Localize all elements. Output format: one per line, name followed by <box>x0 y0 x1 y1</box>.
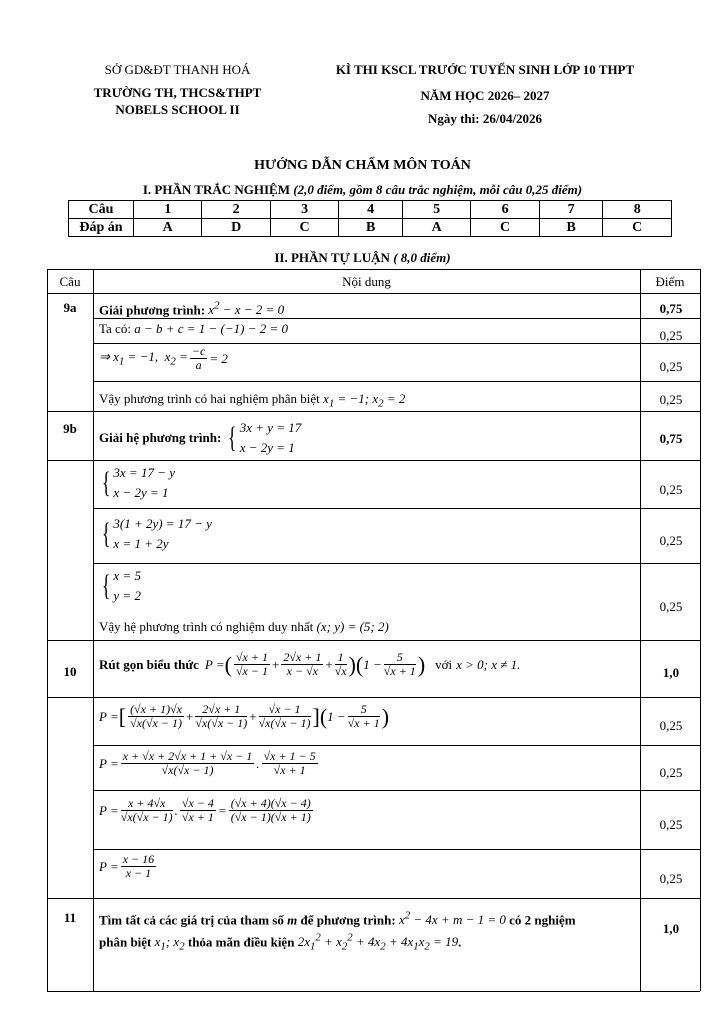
q10-condition-text: với <box>435 656 453 672</box>
q10-step4 <box>99 853 158 880</box>
q10-expr-one: 1 − <box>363 656 382 672</box>
q9b-prompt-text: Giải hệ phương trình: <box>99 430 222 445</box>
table-border <box>93 563 700 564</box>
question-number: 4 <box>339 201 403 219</box>
q9a-step1-text: Ta có: <box>99 321 131 336</box>
fraction: $\frac{1}{√x}$ <box>334 650 347 678</box>
left-brace-icon: { <box>228 421 237 454</box>
q11-param-m: m <box>287 912 298 928</box>
q9b-step3-system: x = 5 y = 2 <box>113 568 141 603</box>
q11-condition: $2x_1^2 + x_2^2 + 4x_2 + 4x_1x_2 = 19$ <box>297 932 459 953</box>
question-number: 1 <box>134 201 202 219</box>
q10-step3-p: P = <box>99 802 119 818</box>
q9a-step1-score: 0,25 <box>659 328 683 343</box>
question-label-9a: 9a <box>63 300 77 315</box>
q11-equation: $x^2 - 4x + m - 1 = 0$ <box>398 910 506 928</box>
q10-step2 <box>99 750 320 777</box>
table-border <box>47 293 700 294</box>
q9b-step3-score: 0,25 <box>659 599 683 614</box>
q10-condition-math: x > 0; x ≠ 1. <box>456 656 521 672</box>
table-border <box>93 745 700 746</box>
answer-cell: A <box>134 219 202 237</box>
table-border <box>47 640 700 641</box>
question-number: 3 <box>270 201 338 219</box>
fraction: $\frac{5}{√x + 1}$ <box>347 702 380 730</box>
q9a-step2-result: = 2 <box>209 350 228 366</box>
q10-step3-eq: = <box>217 802 227 818</box>
question-number: 5 <box>402 201 470 219</box>
q10-expr-p: P = <box>204 656 225 672</box>
answer-cell: B <box>339 219 403 237</box>
question-label-11: 11 <box>63 910 77 925</box>
question-number: 7 <box>539 201 603 219</box>
fraction: $\frac{2√x + 1}{√x(√x - 1)}$ <box>195 702 248 730</box>
fraction: $\frac{√x + 1}{√x - 1}$ <box>235 650 268 678</box>
q10-prompt: Rút gọn biểu thức P = ( $\frac{√x + 1}{√x - 1}$ + $\frac{2√x + 1}{x - √x}$ + $\frac{1}{√x}$ )( 1 − $\frac{5}{√x + 1}$ ) với x > 0; x ≠ 1. <box>99 650 521 678</box>
q11-score: 1,0 <box>662 921 680 936</box>
department-name: SỞ GD&ĐT THANH HOÁ <box>104 62 251 77</box>
answer-cell: D <box>202 219 270 237</box>
part2-heading-text: II. PHẦN TỰ LUẬN <box>274 250 390 265</box>
q9b-step3 <box>99 566 141 606</box>
table-border <box>700 269 701 991</box>
fraction: $\frac{x + √x + 2√x + 1 + √x - 1}{√x(√x - 1)}$ <box>122 749 253 777</box>
q9a-step2-fraction: $\frac{-c}{a}$ <box>191 344 206 372</box>
q9b-step2-system: 3(1 + 2y) = 17 − y x = 1 + 2y <box>113 516 212 551</box>
answer-cell: C <box>471 219 539 237</box>
question-row-label: Câu <box>69 201 134 219</box>
q9a-prompt-text: Giải phương trình: <box>99 302 206 318</box>
q9b-step3-text: Vậy hệ phương trình có nghiệm duy nhất <box>99 619 314 634</box>
q9b-step1 <box>99 463 175 503</box>
part2-heading <box>0 250 725 266</box>
q10-step1-score: 0,25 <box>659 718 683 733</box>
q9a-step2-score: 0,25 <box>659 359 683 374</box>
school-subname: NOBELS SCHOOL II <box>115 102 240 117</box>
q9b-step1-score: 0,25 <box>659 482 683 497</box>
answer-row <box>69 219 672 237</box>
q10-step2-score: 0,25 <box>659 765 683 780</box>
q11-prompt2: để phương trình: <box>300 912 396 928</box>
q9b-step1-system: 3x = 17 − y x − 2y = 1 <box>113 465 175 500</box>
q9b-step3-conclusion <box>99 619 389 635</box>
bracket-icon: ]( <box>312 703 328 729</box>
question-number: 6 <box>471 201 539 219</box>
q10-step3-dot: . <box>174 802 178 818</box>
left-brace-icon: { <box>101 569 111 602</box>
q10-score: 1,0 <box>662 665 680 680</box>
multiple-choice-table <box>68 200 672 237</box>
exam-name: KÌ THI KSCL TRƯỚC TUYỂN SINH LỚP 10 THPT <box>335 62 635 77</box>
table-border <box>47 269 700 270</box>
q10-step2-p: P = <box>99 755 119 771</box>
q10-step3-score: 0,25 <box>659 817 683 832</box>
table-border <box>47 411 700 412</box>
question-row <box>69 201 672 219</box>
table-border <box>93 849 700 850</box>
table-border <box>93 343 700 344</box>
table-border <box>47 898 700 899</box>
q11-prompt-line1 <box>99 910 639 928</box>
school-year: NĂM HỌC 2026– 2027 <box>420 88 550 103</box>
fraction: $\frac{√x + 1 - 5}{√x + 1}$ <box>263 749 316 777</box>
q11-prompt1: Tìm tất cả các giá trị của tham số <box>99 912 284 928</box>
fraction: $\frac{(√x + 1)√x}{√x(√x - 1)}$ <box>130 702 182 730</box>
paren-icon: ( <box>224 651 232 677</box>
q9b-score: 0,75 <box>659 431 683 446</box>
question-label-9b: 9b <box>63 421 77 436</box>
fraction: $\frac{5}{√x + 1}$ <box>383 650 416 678</box>
question-number: 8 <box>603 201 672 219</box>
paren-icon: ) <box>417 651 426 677</box>
q9b-step2 <box>99 514 212 554</box>
q10-prompt-text: Rút gọn biểu thức <box>99 656 199 672</box>
fraction: $\frac{(√x + 4)(√x - 4)}{(√x - 1)(√x + 1)}$ <box>230 796 311 824</box>
table-border <box>47 460 700 461</box>
question-label-10: 10 <box>63 664 77 679</box>
q9a-step3 <box>99 391 405 410</box>
table-border <box>47 991 700 992</box>
col-score-header: Điểm <box>655 274 685 289</box>
q10-step3 <box>99 797 315 824</box>
q9a-step2 <box>99 345 228 372</box>
left-brace-icon: { <box>101 466 111 499</box>
paren-icon: ) <box>381 703 390 729</box>
bracket-icon: [ <box>118 703 127 729</box>
fraction: $\frac{x - 16}{x - 1}$ <box>122 852 155 880</box>
school-name: TRƯỜNG TH, THCS&THPT <box>93 85 262 100</box>
table-border <box>47 269 48 991</box>
q9a-step3-text: Vậy phương trình có hai nghiệm phân biệt <box>99 391 320 406</box>
part2-heading-note: ( 8,0 điểm) <box>393 250 451 265</box>
q9a-equation: $x^2 - x - 2 = 0$ <box>208 300 285 318</box>
answer-cell: C <box>603 219 672 237</box>
table-border <box>93 508 700 509</box>
col-content-header: Nội dung <box>342 274 391 289</box>
fraction: $\frac{√x - 4}{√x + 1}$ <box>181 796 214 824</box>
q11-prompt4: phân biệt <box>99 934 152 950</box>
page-title: HƯỚNG DẪN CHẤM MÔN TOÁN <box>254 158 471 173</box>
part1-heading <box>0 182 725 198</box>
part1-heading-text: I. PHẦN TRẮC NGHIỆM <box>142 182 290 197</box>
paren-icon: )( <box>348 651 364 677</box>
q10-step1: P = [ $\frac{(√x + 1)√x}{√x(√x - 1)}$ + $\frac{2√x + 1}{√x(√x - 1)}$ + $\frac{√x - 1}{√x(√x - 1)}$ ]( 1 − $\frac{5}{√x + 1}$ ) <box>99 702 390 730</box>
answer-cell: C <box>270 219 338 237</box>
q9a-step1-math: a − b + c = 1 − (−1) − 2 = 0 <box>134 321 289 336</box>
question-number: 2 <box>202 201 270 219</box>
answer-cell: A <box>402 219 470 237</box>
fraction: $\frac{√x - 1}{√x(√x - 1)}$ <box>258 702 311 730</box>
q9b-prompt <box>99 418 301 458</box>
q11-prompt5: thỏa mãn điều kiện <box>187 934 295 950</box>
q9b-system: 3x + y = 17 x − 2y = 1 <box>239 420 302 455</box>
q11-prompt3: có 2 nghiệm <box>509 912 576 928</box>
q11-roots: $x_1$; $x_2$ <box>154 934 185 953</box>
q10-step4-score: 0,25 <box>659 871 683 886</box>
q10-step2-dot: . <box>256 755 260 771</box>
table-border <box>93 790 700 791</box>
q10-step4-p: P = <box>99 858 119 874</box>
answer-row-label: Đáp án <box>69 219 134 237</box>
q10-step1-p: P = <box>99 708 119 724</box>
q9b-step2-score: 0,25 <box>659 533 683 548</box>
table-border <box>47 697 700 698</box>
q9a-step3-math: $x_1 = -1$; $x_2 = 2$ <box>323 391 406 410</box>
fraction: $\frac{2√x + 1}{x - √x}$ <box>283 650 322 678</box>
answer-cell: B <box>539 219 603 237</box>
table-border <box>93 381 700 382</box>
q9b-step3-math: (x; y) = (5; 2) <box>316 619 389 634</box>
q11-prompt-line2: phân biệt $x_1$; $x_2$ thỏa mãn điều kiện $2x_1^2 + x_2^2 + 4x_2 + 4x_1x_2 = 19$. <box>99 932 462 953</box>
table-border <box>93 269 94 991</box>
q9a-step3-score: 0,25 <box>659 392 683 407</box>
table-border <box>640 269 641 991</box>
q9a-prompt <box>99 300 284 318</box>
q9a-score: 0,75 <box>659 301 683 316</box>
q9a-step2-math: ⇒ $x_1 = -1$, $x_2$ = <box>99 349 188 368</box>
col-question-header: Câu <box>59 274 81 289</box>
part1-heading-note: (2,0 điểm, gồm 8 câu trắc nghiệm, mỗi câu 0,25 điểm) <box>293 182 583 197</box>
q9a-step1 <box>99 321 288 337</box>
fraction: $\frac{x + 4√x}{√x(√x - 1)}$ <box>120 796 173 824</box>
exam-date: Ngày thi: 26/04/2026 <box>427 111 543 126</box>
q10-step1-one: 1 − <box>327 708 346 724</box>
left-brace-icon: { <box>101 517 111 550</box>
